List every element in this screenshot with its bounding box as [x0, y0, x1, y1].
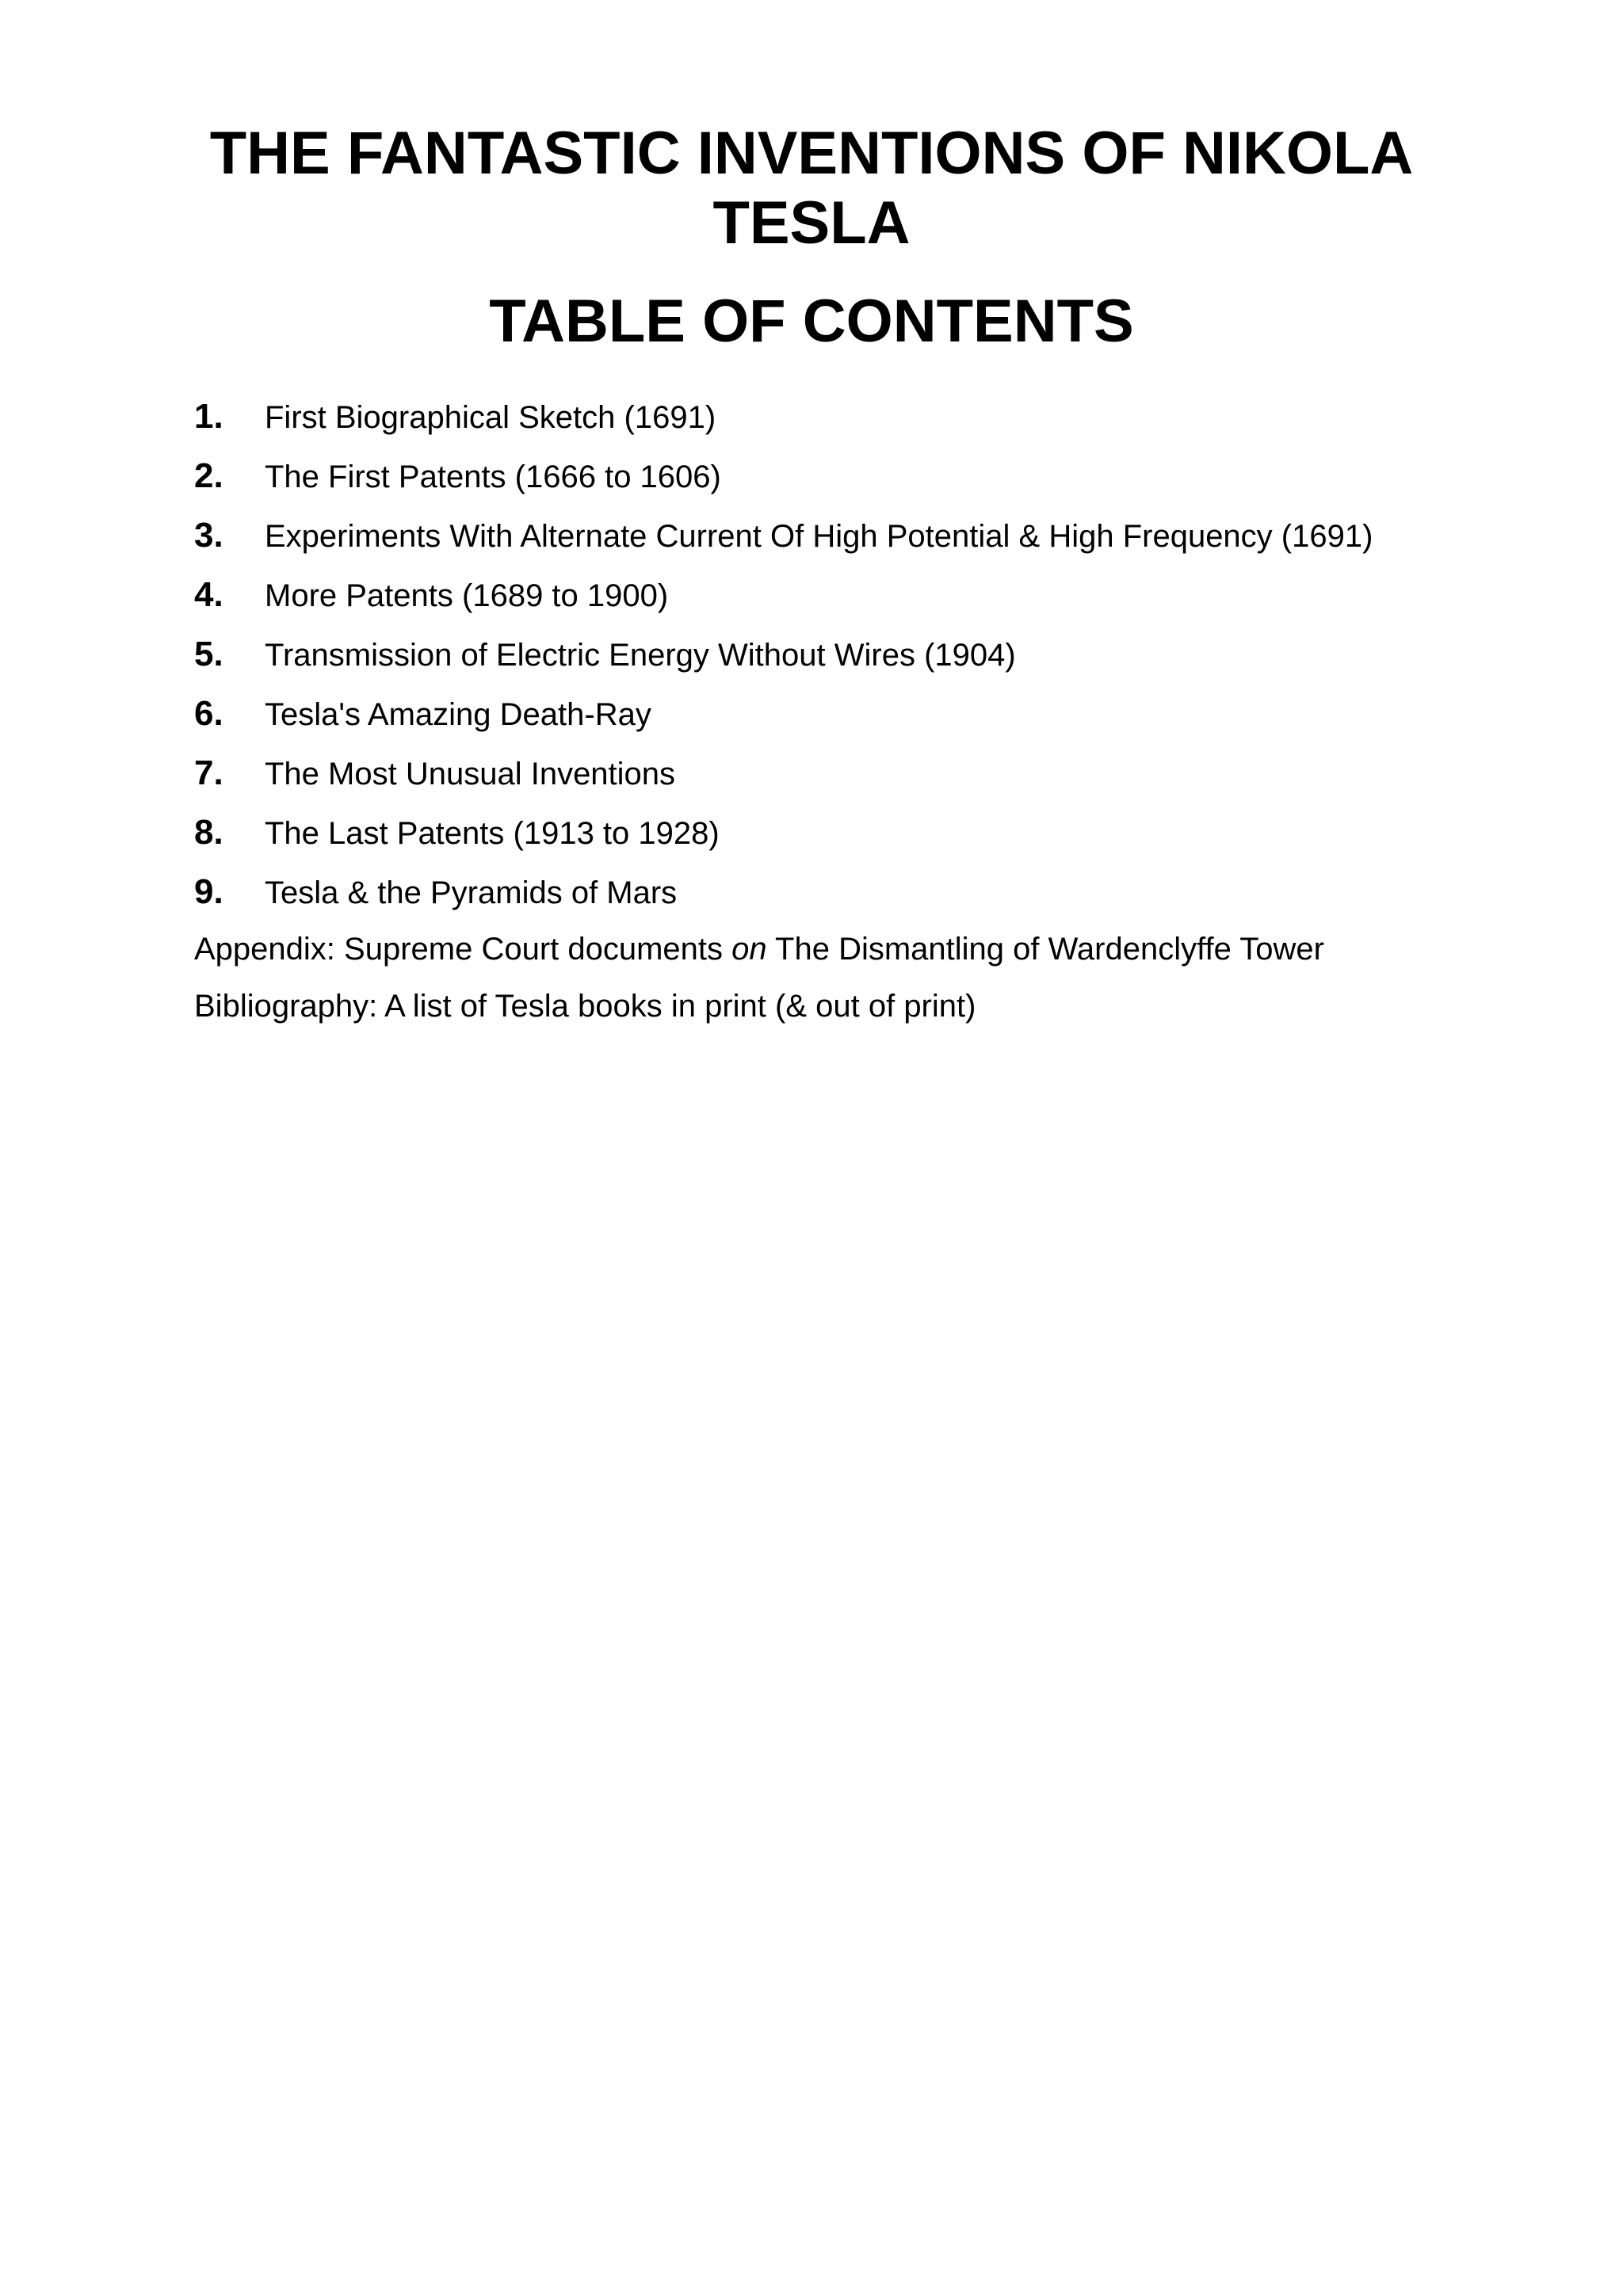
toc-item-number: 3.: [194, 516, 223, 555]
toc-item-title: First Biographical Sketch (1691): [265, 400, 716, 435]
appendix-prefix: Appendix: Supreme Court documents: [194, 932, 732, 967]
appendix-line: [194, 921, 1541, 978]
appendix-italic-word: on: [731, 932, 767, 967]
toc-item-3: [194, 505, 1494, 565]
toc-item-title: Transmission of Electric Energy Without Wires (1904): [265, 638, 1016, 673]
toc-item-number: 6.: [194, 694, 223, 733]
toc-item-4: [194, 565, 1494, 624]
toc-heading: TABLE OF CONTENTS: [489, 288, 1134, 355]
toc-item-title: Tesla & the Pyramids of Mars: [265, 875, 678, 910]
back-matter: [194, 921, 1541, 1035]
toc-item-title: The First Patents (1666 to 1606): [265, 460, 721, 494]
toc-item-number: 7.: [194, 753, 223, 792]
toc-item-9: [194, 862, 1494, 921]
appendix-suffix: The Dismantling of Wardenclyffe Tower: [766, 932, 1324, 967]
toc-item-number: 9.: [194, 872, 223, 911]
toc-item-6: [194, 684, 1494, 743]
toc-item-title: The Most Unusual Inventions: [265, 757, 676, 791]
toc-item-8: [194, 803, 1494, 862]
toc-item-title: Tesla's Amazing Death-Ray: [265, 697, 651, 732]
toc-item-number: 4.: [194, 575, 223, 614]
toc-list: [194, 387, 1494, 921]
toc-item-title: More Patents (1689 to 1900): [265, 578, 669, 613]
toc-item-2: [194, 446, 1494, 505]
toc-item-number: 5.: [194, 635, 223, 673]
toc-item-1: [194, 387, 1494, 446]
toc-item-number: 2.: [194, 456, 223, 495]
toc-item-number: 1.: [194, 397, 223, 436]
toc-item-number: 8.: [194, 813, 223, 852]
book-title: THE FANTASTIC INVENTIONS OF NIKOLA TESLA: [209, 120, 1414, 257]
toc-item-7: [194, 743, 1494, 803]
toc-item-5: [194, 624, 1494, 684]
toc-item-title: Experiments With Alternate Current Of High Potential & High Frequency (1691): [265, 519, 1373, 554]
bibliography-line: Bibliography: A list of Tesla books in print (& out of print): [194, 989, 976, 1024]
toc-item-title: The Last Patents (1913 to 1928): [265, 816, 720, 851]
